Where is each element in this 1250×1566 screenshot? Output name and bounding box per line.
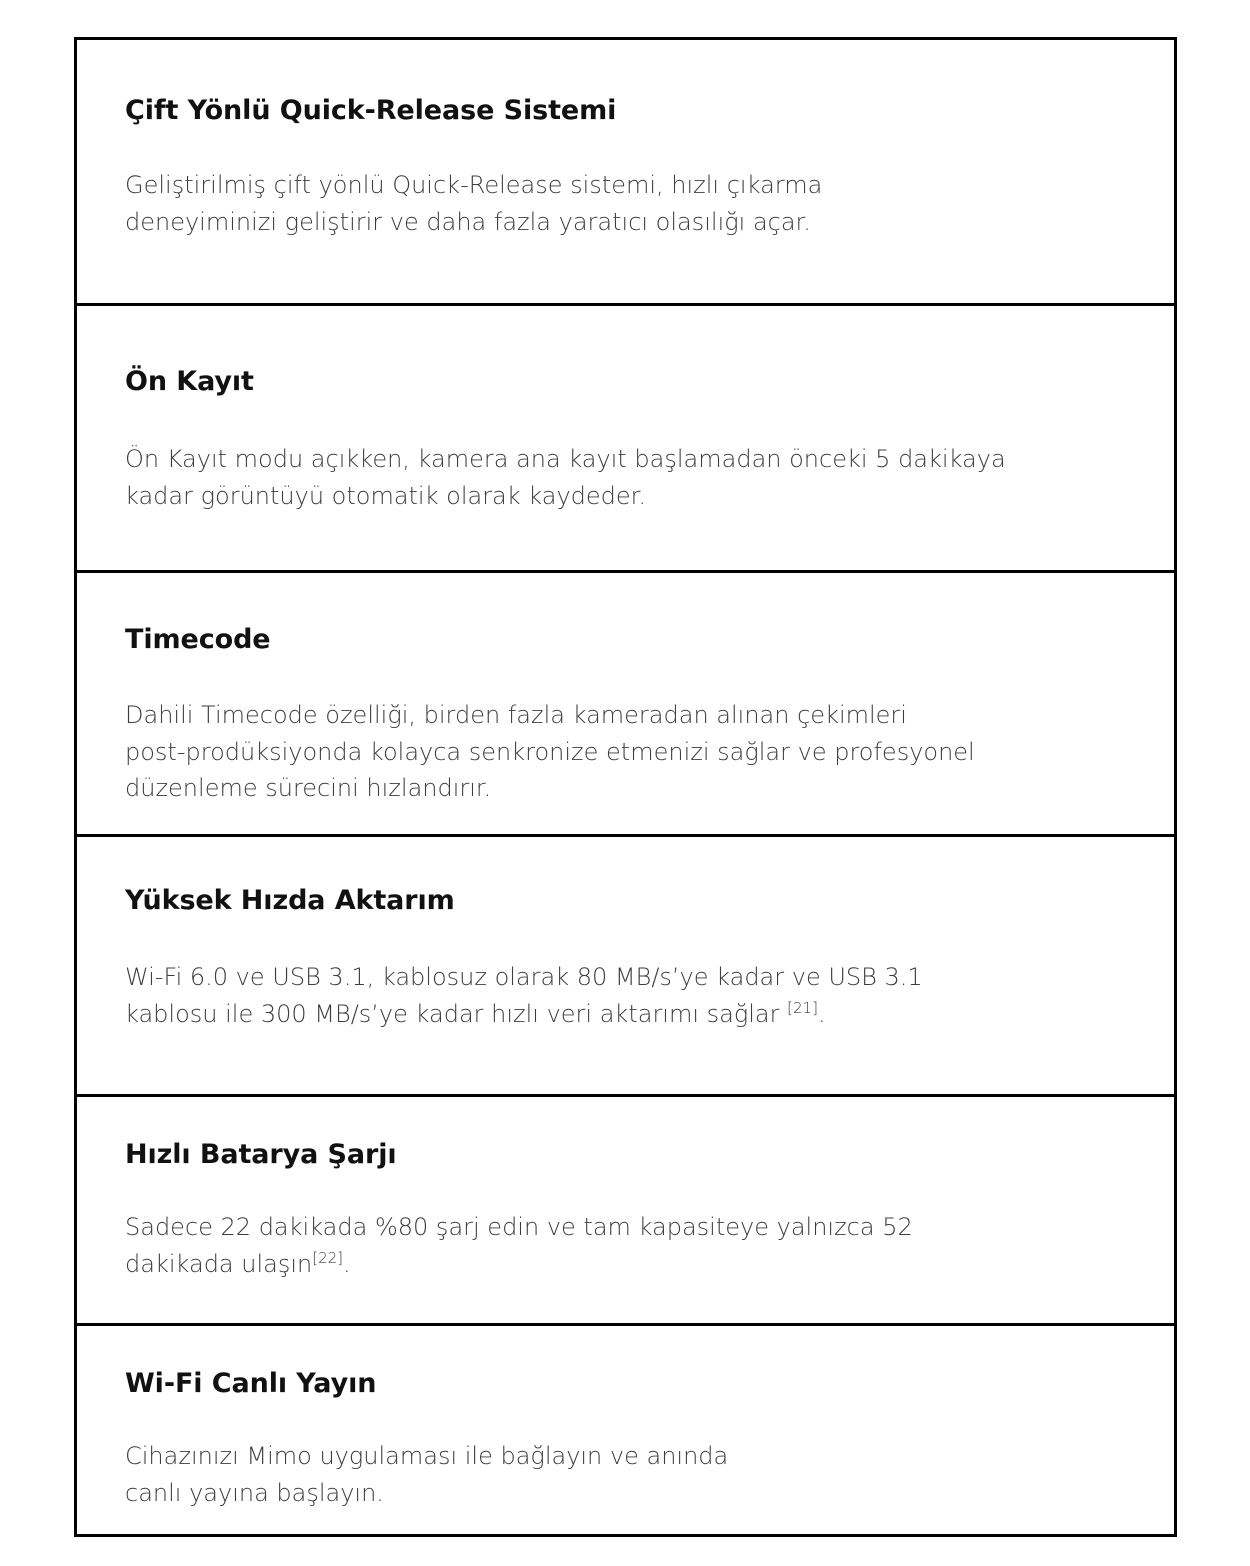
feature-description (125, 959, 1125, 1032)
feature-description (125, 697, 1125, 806)
feature-description (125, 1438, 1125, 1511)
feature-row (77, 306, 1174, 573)
feature-title: Timecode (125, 624, 271, 655)
feature-description-line: Ön Kayıt modu açıkken, kamera ana kayıt başlamadan önceki 5 dakikaya (125, 445, 1006, 474)
feature-description-line: deneyiminizi geliştirir ve daha fazla yaratıcı olasılığı açar. (125, 207, 811, 236)
feature-title: Wi-Fi Canlı Yayın (125, 1368, 377, 1399)
feature-title: Çift Yönlü Quick-Release Sistemi (125, 95, 617, 126)
feature-row (77, 40, 1174, 306)
feature-title: Yüksek Hızda Aktarım (125, 885, 455, 916)
footnote-trailing-period: . (817, 999, 826, 1028)
feature-row (77, 837, 1174, 1097)
feature-description-line (125, 996, 1125, 1032)
feature-description-line: Cihazınızı Mimo uygulaması ile bağlayın ve anında (125, 1442, 729, 1471)
feature-description-line (125, 1246, 1125, 1282)
feature-description (125, 441, 1125, 514)
feature-description-line: Sadece 22 dakikada %80 şarj edin ve tam kapasiteye yalnızca 52 (125, 1213, 913, 1242)
footnote-marker: [22] (312, 1248, 344, 1267)
feature-row (77, 1326, 1174, 1534)
feature-description-text: kablosu ile 300 MB/s’ye kadar hızlı veri aktarımı sağlar (125, 999, 788, 1028)
feature-title: Hızlı Batarya Şarjı (125, 1139, 397, 1170)
feature-description-line: Wi-Fi 6.0 ve USB 3.1, kablosuz olarak 80 MB/s’ye kadar ve USB 3.1 (125, 963, 923, 992)
feature-description-text: dakikada ulaşın (125, 1249, 313, 1278)
feature-row (77, 573, 1174, 837)
feature-description-line: post-prodüksiyonda kolayca senkronize etmenizi sağlar ve profesyonel (125, 737, 975, 766)
feature-description (125, 167, 1125, 240)
footnote-marker: [21] (787, 998, 818, 1017)
feature-title: Ön Kayıt (125, 366, 254, 397)
feature-description-line: canlı yayına başlayın. (125, 1478, 384, 1507)
feature-description-line: düzenleme sürecini hızlandırır. (125, 774, 492, 803)
feature-table (74, 37, 1177, 1537)
feature-description-line: Dahili Timecode özelliği, birden fazla kameradan alınan çekimleri (125, 701, 907, 730)
footnote-trailing-period: . (343, 1249, 351, 1278)
feature-description-line: kadar görüntüyü otomatik olarak kaydeder. (125, 481, 646, 510)
feature-description (125, 1209, 1125, 1282)
feature-row (77, 1097, 1174, 1326)
feature-description-line: Geliştirilmiş çift yönlü Quick-Release sistemi, hızlı çıkarma (125, 171, 823, 200)
